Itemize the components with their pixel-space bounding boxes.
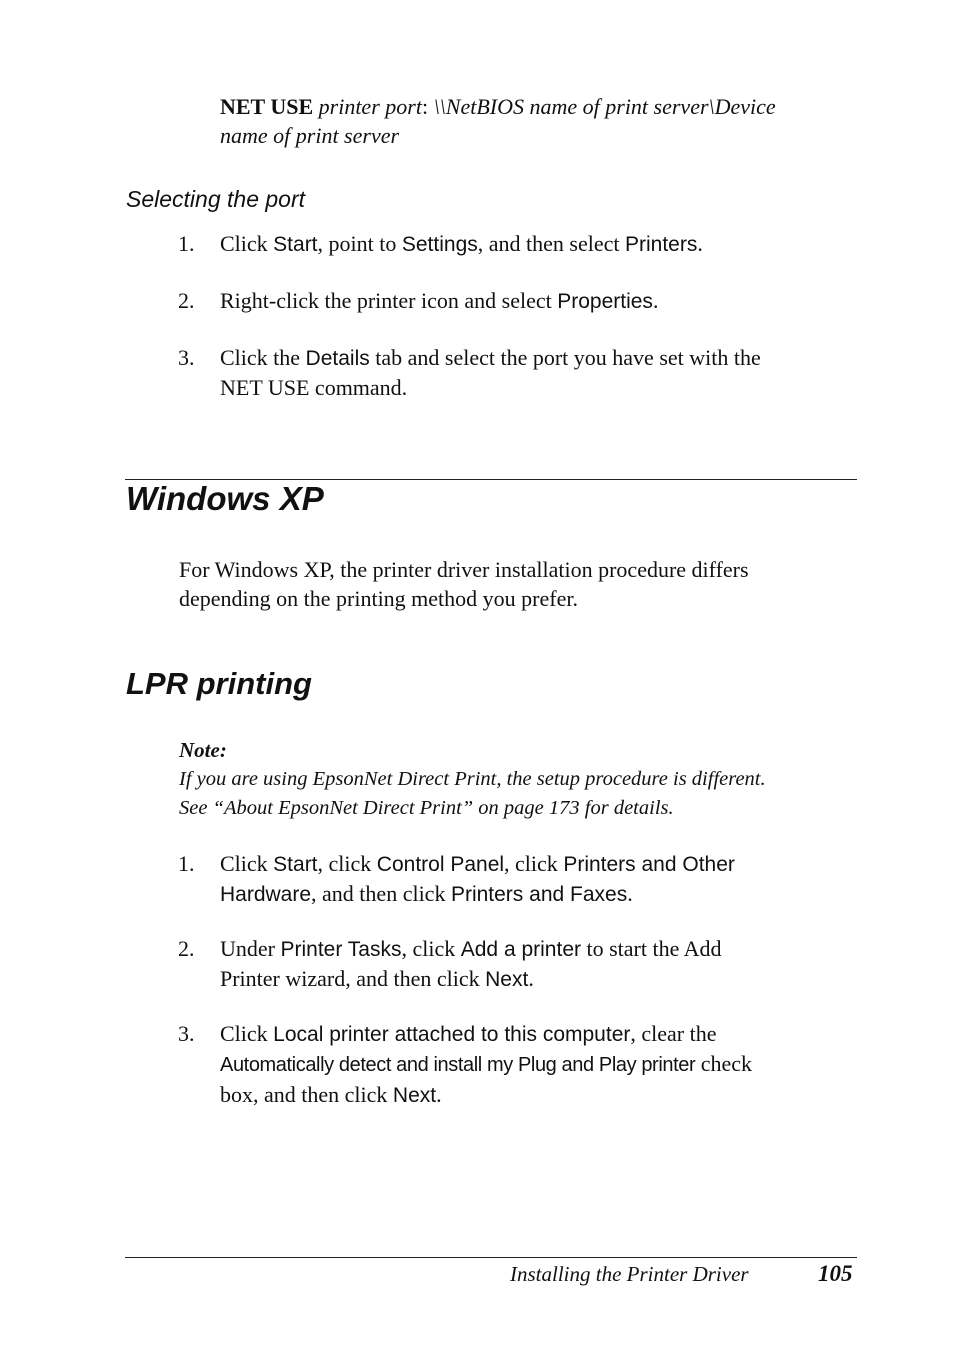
step-text: Printer wizard, and then click (220, 966, 486, 991)
step-text: . (436, 1082, 442, 1107)
ui-control-panel: Control Panel (376, 853, 505, 876)
ui-printers-other-hardware: Printers and Other (563, 853, 735, 876)
net-use-colon: : (421, 94, 429, 119)
note-block (179, 736, 879, 823)
port-step-2 (0, 286, 954, 315)
step-text: . (652, 288, 659, 313)
step-text: , point to (317, 231, 402, 256)
step-number: 1. (178, 231, 195, 256)
step-text: . (627, 881, 633, 906)
step-number: 1. (178, 851, 195, 876)
step-text: . (697, 231, 703, 256)
step-text: Click (220, 1021, 274, 1046)
step-text: , click (504, 851, 564, 876)
ui-start: Start (273, 853, 318, 876)
step-text: check (695, 1051, 753, 1076)
selecting-port-heading: Selecting the port (126, 186, 306, 212)
ui-add-a-printer: Add a printer (460, 938, 581, 961)
step-text: to start the Add (581, 936, 722, 961)
windows-xp-intro (179, 555, 869, 613)
ui-hardware: Hardware (220, 883, 312, 906)
step-text: , clear the (630, 1021, 717, 1046)
step-text: box, and then click (220, 1082, 393, 1107)
step-text: Click (220, 231, 274, 256)
port-step-1 (0, 229, 954, 258)
step-text: Click the (220, 345, 306, 370)
ui-properties: Properties (557, 290, 653, 313)
ui-details: Details (305, 347, 370, 370)
step-text: tab and select the port you have set with the (369, 345, 761, 370)
footer-title: Installing the Printer Driver (510, 1262, 749, 1286)
step-text: NET USE command. (220, 375, 408, 400)
step-text: Right-click the printer icon and select (220, 288, 558, 313)
step-text: Under (220, 936, 281, 961)
ui-printers-and-faxes: Printers and Faxes (450, 883, 628, 906)
windows-xp-heading: Windows XP (126, 480, 324, 517)
ui-printers: Printers (625, 233, 698, 256)
intro-line: For Windows XP, the printer driver installation procedure differs (179, 557, 749, 582)
lpr-printing-heading: LPR printing (126, 666, 312, 701)
lpr-step-2 (0, 934, 954, 992)
ui-next: Next (392, 1084, 437, 1107)
step-number: 2. (178, 288, 195, 313)
ui-printer-tasks: Printer Tasks (280, 938, 402, 961)
intro-line: depending on the printing method you prefer. (179, 586, 578, 611)
lpr-step-3 (0, 1019, 954, 1106)
step-text: , click (317, 851, 377, 876)
net-use-printer-port: printer port (318, 94, 422, 119)
net-use-syntax (220, 92, 880, 150)
ui-settings: Settings (401, 233, 478, 256)
step-text: . (528, 966, 534, 991)
step-number: 3. (178, 345, 195, 370)
net-use-keyword: NET USE (220, 94, 314, 119)
net-use-path-cont: name of print server (220, 123, 400, 148)
step-text: Click (220, 851, 274, 876)
lpr-step-1 (0, 849, 954, 907)
step-number: 2. (178, 936, 195, 961)
ui-next: Next (485, 968, 529, 991)
footer-rule (125, 1257, 857, 1258)
note-text: See “About EpsonNet Direct Print” on page 173 for details. (179, 797, 674, 819)
note-label: Note: (179, 738, 227, 762)
step-number: 3. (178, 1021, 195, 1046)
note-text: If you are using EpsonNet Direct Print, the setup procedure is different. (179, 768, 766, 790)
ui-auto-detect-checkbox-label: Automatically detect and install my Plug and Play printer (220, 1054, 696, 1076)
step-text: , and then click (311, 881, 451, 906)
ui-start: Start (273, 233, 318, 256)
net-use-path: \\NetBIOS name of print server\Device (428, 94, 776, 119)
ui-local-printer: Local printer attached to this computer (273, 1023, 631, 1046)
step-text: , and then select (477, 231, 625, 256)
port-step-3 (0, 343, 954, 401)
page-number: 105 (818, 1261, 853, 1286)
step-text: , click (401, 936, 461, 961)
